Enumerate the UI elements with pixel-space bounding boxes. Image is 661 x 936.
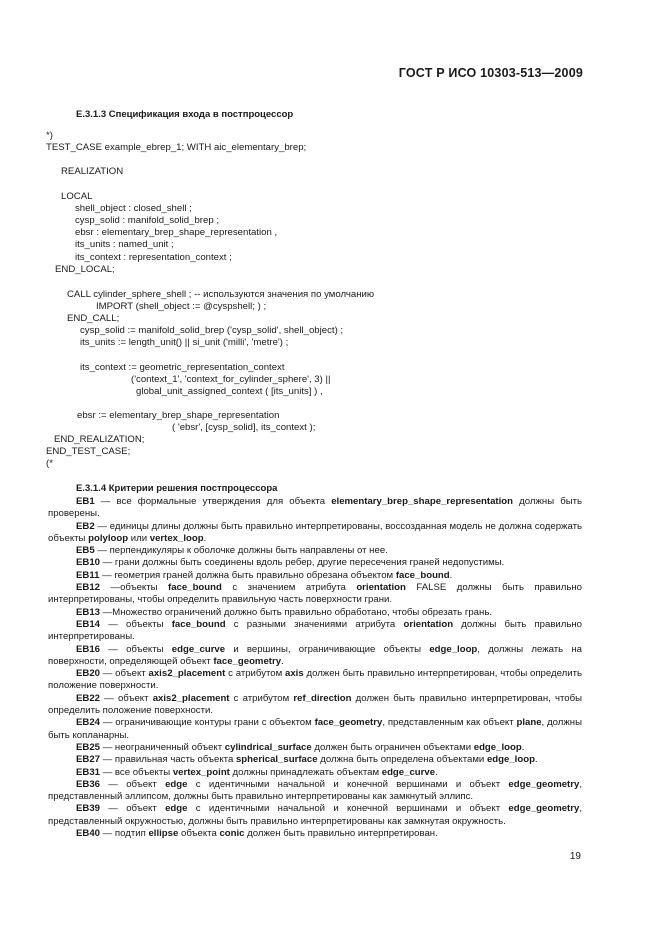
criterion-text: — геометрия граней должна быть правильно обрезана объектом bbox=[99, 569, 396, 581]
criterion-term: EB22 bbox=[76, 692, 100, 704]
criterion-item bbox=[48, 803, 582, 828]
criterion-text: с атрибутом bbox=[229, 692, 294, 704]
criterion-term: axis2_placement bbox=[152, 692, 230, 704]
criterion-text: — единицы длины должны быть правильно интерпретированы, воссозданная модель не должна содержать объекты bbox=[48, 520, 582, 544]
criterion-text: — объект bbox=[100, 692, 153, 704]
criterion-text: — правильная часть объекта bbox=[100, 754, 236, 766]
criterion-text: — все формальные утверждения для объекта bbox=[94, 496, 332, 507]
code-line: shell_object : closed_shell ; bbox=[75, 203, 192, 214]
code-line: ebsr := elementary_brep_shape_representation bbox=[77, 410, 280, 421]
criterion-term: EB36 bbox=[76, 778, 100, 790]
criterion-text: должны быть правильно интерпретированы. bbox=[48, 618, 583, 643]
criterion-text: с идентичными начальной и конечной вершинами и объект bbox=[187, 803, 509, 815]
criterion-term: vertex_loop bbox=[149, 532, 204, 544]
criterion-term: spherical_surface bbox=[235, 754, 318, 766]
code-line: its_units : named_unit ; bbox=[75, 239, 174, 250]
criterion-text: . bbox=[435, 766, 438, 778]
code-line: global_unit_assigned_context ( [its_units] ) , bbox=[136, 386, 323, 397]
criterion-term: EB11 bbox=[76, 569, 100, 581]
code-line: ebsr : elementary_brep_shape_representation , bbox=[75, 227, 278, 238]
criterion-text: — объекты bbox=[100, 618, 172, 630]
criterion-term: edge bbox=[165, 803, 188, 815]
page-number: 19 bbox=[569, 851, 581, 862]
criterion-item bbox=[48, 607, 582, 619]
criterion-text: , должны лежать на поверхности, определяющей объект bbox=[48, 643, 583, 667]
criterion-term: face_bound bbox=[171, 618, 226, 630]
standard-header: ГОСТ Р ИСО 10303-513—2009 bbox=[398, 66, 583, 80]
criterion-text: должны быть проверены. bbox=[48, 496, 583, 520]
criterion-text: . bbox=[521, 741, 525, 753]
criterion-term: ref_direction bbox=[293, 692, 352, 704]
criterion-term: edge_geometry bbox=[508, 778, 580, 790]
criterion-term: edge_loop bbox=[429, 643, 478, 655]
criterion-item bbox=[48, 668, 582, 693]
criterion-term: cylindrical_surface bbox=[224, 741, 312, 753]
criterion-text: . bbox=[449, 569, 453, 581]
criterion-term: face_geometry bbox=[213, 655, 282, 667]
criterion-term: polyloop bbox=[88, 532, 129, 544]
criterion-term: EB14 bbox=[76, 618, 100, 630]
code-line: END_TEST_CASE; bbox=[46, 446, 131, 457]
criterion-text: — объект bbox=[100, 778, 166, 790]
criterion-text: . bbox=[203, 532, 207, 544]
code-line: ( 'ebsr', [cysp_solid], its_context ); bbox=[172, 422, 316, 433]
criterion-text: должен быть ограничен объектами bbox=[311, 741, 474, 753]
criterion-item bbox=[48, 717, 582, 742]
code-line: (* bbox=[46, 458, 53, 469]
criterion-text: — перпендикуляры к оболочке должны быть направлены от нее. bbox=[94, 545, 388, 557]
criterion-term: EB1 bbox=[76, 496, 95, 507]
criterion-text: с атрибутом bbox=[225, 668, 285, 680]
criterion-text: — объекты bbox=[100, 643, 172, 655]
criterion-term: EB27 bbox=[76, 754, 100, 766]
code-line: its_context : representation_context ; bbox=[75, 252, 232, 263]
criterion-text: должен быть правильно интерпретирован, чтобы определить положение поверхности. bbox=[48, 668, 582, 692]
criterion-term: elementary_brep_shape_representation bbox=[331, 496, 514, 507]
criterion-text: должен быть правильно интерпретирован. bbox=[244, 828, 438, 840]
criterion-text: — подтип bbox=[100, 828, 149, 840]
criterion-term: face_geometry bbox=[314, 717, 383, 729]
code-line: TEST_CASE example_ebrep_1; WITH aic_elementary_brep; bbox=[46, 142, 307, 153]
criterion-text: и вершины, ограничивающие объекты bbox=[225, 643, 430, 655]
section-title-input-spec: E.3.1.3 Спецификация входа в постпроцессор bbox=[76, 109, 294, 120]
criterion-term: EB10 bbox=[76, 557, 100, 569]
criterion-item bbox=[48, 557, 582, 569]
criterion-term: face_bound bbox=[168, 582, 222, 594]
criterion-term: EB20 bbox=[76, 668, 100, 680]
criterion-text: должны принадлежать объектам bbox=[229, 766, 382, 778]
criteria-list bbox=[48, 496, 582, 840]
code-line: END_LOCAL; bbox=[55, 264, 115, 275]
section-title-criteria: E.3.1.4 Критерии решения постпроцессора bbox=[76, 483, 278, 494]
code-line: cysp_solid : manifold_solid_brep ; bbox=[75, 215, 219, 226]
criterion-term: EB25 bbox=[76, 741, 100, 753]
criterion-text: . bbox=[534, 754, 538, 766]
criterion-term: EB12 bbox=[76, 582, 100, 594]
criterion-term: EB5 bbox=[76, 545, 95, 557]
criterion-item bbox=[48, 754, 582, 766]
criterion-term: orientation bbox=[403, 618, 454, 630]
criterion-term: face_bound bbox=[395, 569, 450, 581]
criterion-item bbox=[48, 742, 582, 754]
criterion-text: — ограничивающие контуры грани с объектом bbox=[100, 717, 315, 729]
criterion-text: FALSE должны быть правильно интерпретированы, чтобы определить правильную часть поверхности грани. bbox=[48, 582, 582, 606]
criterion-term: EB16 bbox=[76, 643, 100, 655]
criterion-text: — неограниченный объект bbox=[100, 741, 225, 753]
criterion-text: — объект bbox=[100, 668, 149, 680]
code-line: LOCAL bbox=[61, 191, 93, 202]
criterion-term: edge_geometry bbox=[508, 803, 580, 815]
criterion-text: с идентичными начальной и конечной вершинами и объект bbox=[187, 778, 509, 790]
code-line: its_units := length_unit() || si_unit ('milli', 'metre') ; bbox=[80, 337, 289, 348]
criterion-term: conic bbox=[219, 828, 245, 840]
criterion-text: должна быть определена объектами bbox=[317, 754, 487, 766]
criterion-term: EB24 bbox=[76, 717, 100, 729]
criterion-text: — грани должны быть соединены вдоль ребер, другие пересечения граней недопустимы. bbox=[100, 557, 505, 569]
criterion-item bbox=[48, 767, 582, 779]
criterion-term: EB40 bbox=[76, 828, 100, 840]
criterion-item bbox=[48, 779, 582, 804]
criterion-item bbox=[48, 644, 582, 669]
criterion-term: edge bbox=[165, 778, 188, 790]
criterion-text: , представленным как объект bbox=[382, 717, 517, 729]
code-line: cysp_solid := manifold_solid_brep ('cysp_solid', shell_object) ; bbox=[80, 325, 344, 336]
criterion-text: —объекты bbox=[100, 582, 169, 594]
code-line: REALIZATION bbox=[61, 166, 124, 177]
code-line: END_CALL; bbox=[67, 313, 120, 324]
criterion-item bbox=[48, 521, 582, 546]
criterion-text: или bbox=[128, 532, 150, 544]
criterion-text: . bbox=[281, 655, 284, 667]
criterion-term: axis bbox=[285, 668, 304, 680]
criterion-text: с разными значениями атрибута bbox=[225, 618, 404, 630]
code-line: CALL cylinder_sphere_shell ; -- используются значения по умолчанию bbox=[67, 289, 375, 300]
criterion-term: orientation bbox=[356, 582, 406, 594]
criterion-term: EB13 bbox=[76, 606, 100, 618]
criterion-text: с значением атрибута bbox=[221, 582, 357, 594]
criterion-text: , представленный эллипсом, должны быть правильно интерпретированы как замкнутый эллипс. bbox=[48, 778, 582, 803]
criterion-item bbox=[48, 582, 582, 607]
code-line: END_REALIZATION; bbox=[54, 434, 145, 445]
criterion-text: — объект bbox=[100, 803, 166, 815]
criterion-text: должен быть правильно интерпретирован, чтобы определить положение поверхности. bbox=[48, 692, 583, 717]
criterion-term: plane bbox=[516, 717, 542, 729]
criterion-item bbox=[48, 693, 582, 718]
code-line: ('context_1', 'context_for_cylinder_sphere', 3) || bbox=[131, 374, 331, 385]
criterion-text: —Множество ограничений должно быть правильно обработано, чтобы обрезать грань. bbox=[100, 606, 492, 618]
criterion-text: , представленный окружностью, должны быть правильно интерпретированы как замкнутая окружность. bbox=[48, 803, 582, 827]
criterion-term: ellipse bbox=[148, 828, 179, 840]
code-line: *) bbox=[46, 130, 53, 141]
criterion-term: edge_curve bbox=[171, 643, 226, 655]
criterion-item bbox=[48, 545, 582, 557]
criterion-term: edge_curve bbox=[381, 766, 436, 778]
criterion-item bbox=[48, 828, 582, 840]
criterion-term: edge_loop bbox=[473, 741, 522, 753]
criterion-term: EB2 bbox=[76, 520, 95, 532]
criterion-item bbox=[48, 496, 582, 521]
criterion-term: vertex_point bbox=[172, 766, 230, 778]
criterion-term: EB39 bbox=[76, 803, 100, 815]
criterion-item bbox=[48, 619, 582, 644]
criterion-term: EB31 bbox=[76, 766, 100, 778]
criterion-item bbox=[48, 570, 582, 582]
code-line: IMPORT (shell_object := @cyspshell; ) ; bbox=[96, 301, 267, 312]
criterion-text: , должны быть копланарны. bbox=[48, 717, 583, 741]
criterion-term: edge_loop bbox=[486, 754, 535, 766]
code-line: its_context := geometric_representation_context bbox=[80, 362, 285, 373]
criterion-text: — все объекты bbox=[100, 766, 173, 778]
criterion-term: axis2_placement bbox=[148, 668, 226, 680]
criterion-text: объекта bbox=[178, 828, 220, 840]
